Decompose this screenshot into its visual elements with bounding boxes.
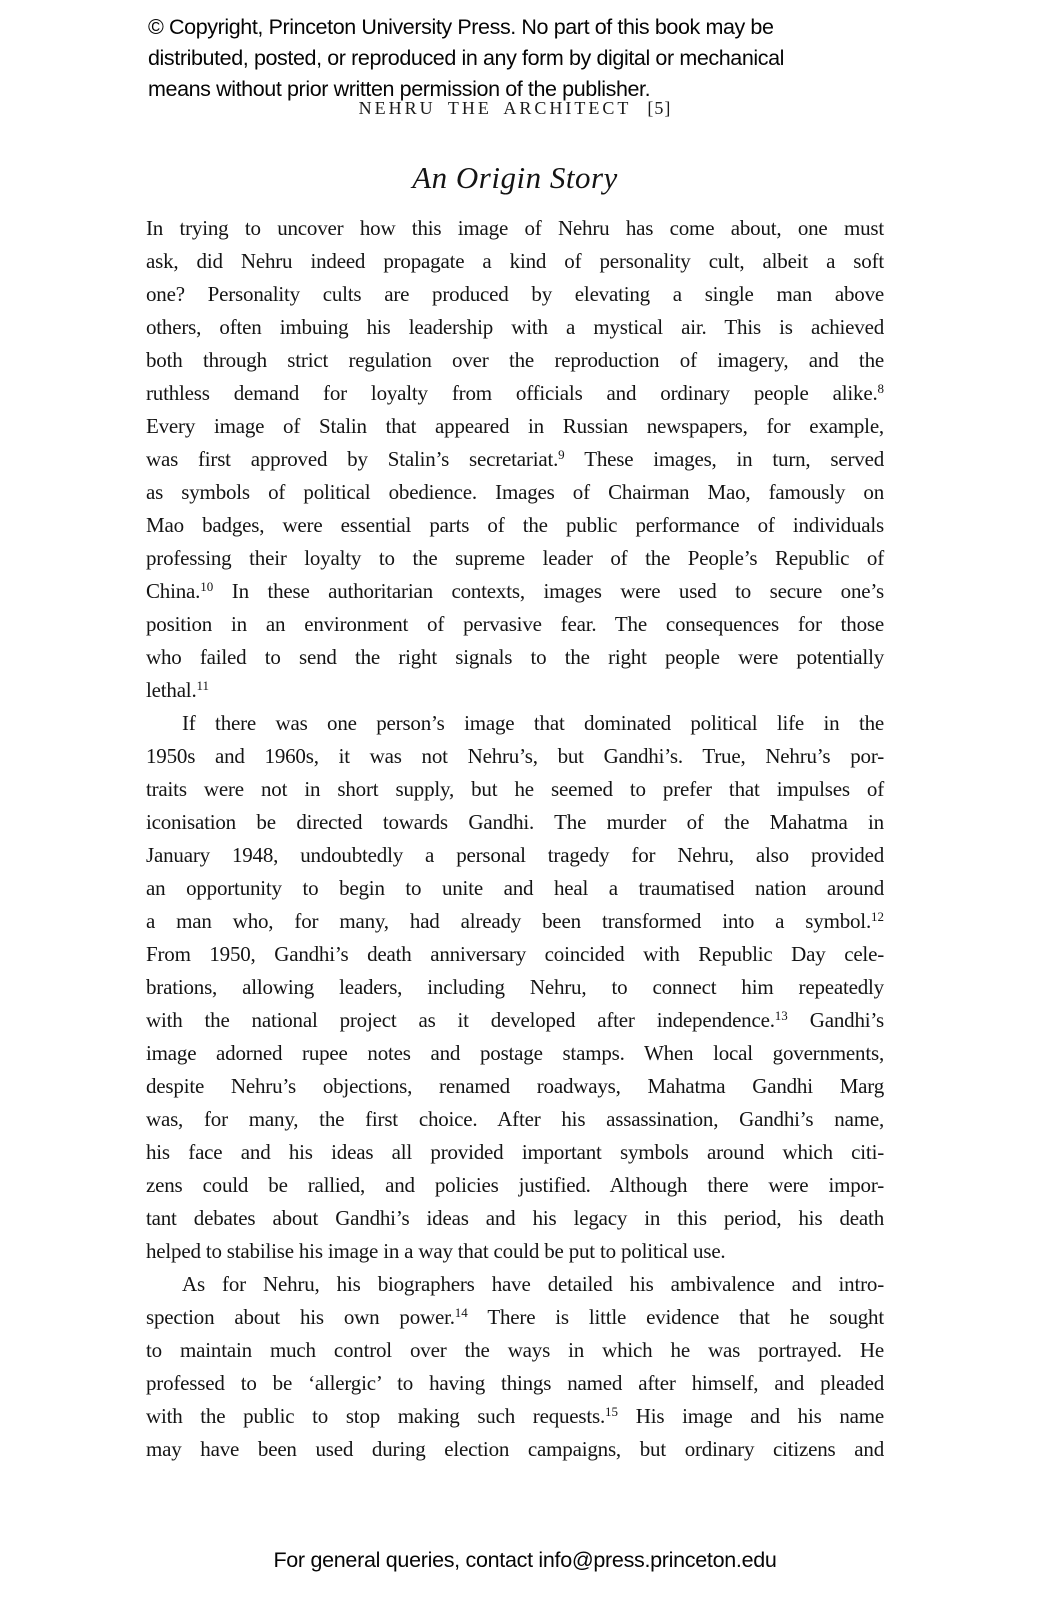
paragraph xyxy=(146,212,884,707)
text-line: was first approved by Stalin’s secretariat.$^9$ These images, in turn, served xyxy=(146,447,884,471)
footnote-ref: 15 xyxy=(605,1404,619,1419)
text-line: ask, did Nehru indeed propagate a kind of personality cult, albeit a soft xyxy=(146,249,884,273)
text-line: China.$^{10}$ In these authoritarian contexts, images were used to secure one’s xyxy=(146,579,884,603)
text-line: a man who, for many, had already been transformed into a symbol.$^{12}$ xyxy=(146,909,884,933)
copyright-notice xyxy=(148,12,908,105)
text-line: as symbols of political obedience. Images of Chairman Mao, famously on xyxy=(146,480,884,504)
text-line: traits were not in short supply, but he seemed to prefer that impulses of xyxy=(146,777,884,801)
text-line: 1950s and 1960s, it was not Nehru’s, but Gandhi’s. True, Nehru’s por- xyxy=(146,744,884,768)
paragraph xyxy=(146,1268,884,1466)
section-title: An Origin Story xyxy=(412,160,618,195)
text-line: brations, allowing leaders, including Nehru, to connect him repeatedly xyxy=(146,975,884,999)
text-line: ruthless demand for loyalty from officials and ordinary people alike.$^8$ xyxy=(146,381,884,405)
body-text xyxy=(146,212,884,1466)
text-line: image adorned rupee notes and postage stamps. When local governments, xyxy=(146,1041,884,1065)
text-line: Every image of Stalin that appeared in Russian newspapers, for example, xyxy=(146,414,884,438)
footnote-ref: 12 xyxy=(871,909,884,924)
text-line: professed to be ‘allergic’ to having things named after himself, and pleaded xyxy=(146,1371,884,1395)
running-head xyxy=(146,98,884,119)
footnote-ref: 10 xyxy=(200,579,214,594)
text-line: tant debates about Gandhi’s ideas and his legacy in this period, his death xyxy=(146,1206,884,1230)
footnote-ref: 13 xyxy=(774,1008,788,1023)
text-line: one? Personality cults are produced by elevating a single man above xyxy=(146,282,884,306)
text-line: both through strict regulation over the reproduction of imagery, and the xyxy=(146,348,884,372)
text-line: was, for many, the first choice. After his assassination, Gandhi’s name, xyxy=(146,1107,884,1131)
footer-queries-line: For general queries, contact info@press.princeton.edu xyxy=(273,1548,777,1572)
text-line: As for Nehru, his biographers have detailed his ambivalence and intro- xyxy=(182,1272,884,1296)
footnote-ref: 11 xyxy=(196,678,210,693)
text-line: spection about his own power.$^{14}$ There is little evidence that he sought xyxy=(146,1305,884,1329)
copyright-line-1: © Copyright, Princeton University Press. No part of this book may be xyxy=(148,15,774,39)
footnote-ref: 14 xyxy=(454,1305,468,1320)
text-line: lethal.$^{11}$ xyxy=(146,678,210,702)
text-line: with the national project as it developed after independence.$^{13}$ Gandhi’s xyxy=(146,1008,884,1032)
text-line: to maintain much control over the ways in which he was portrayed. He xyxy=(146,1338,884,1362)
paragraph xyxy=(146,707,884,1268)
text-line: In trying to uncover how this image of Nehru has come about, one must xyxy=(146,216,884,240)
copyright-line-3: means without prior written permission of the publisher. xyxy=(148,77,651,101)
text-line: zens could be rallied, and policies justified. Although there were impor- xyxy=(146,1173,884,1197)
text-line: If there was one person’s image that dominated political life in the xyxy=(182,711,884,735)
text-line: an opportunity to begin to unite and heal a traumatised nation around xyxy=(146,876,884,900)
text-line: despite Nehru’s objections, renamed roadways, Mahatma Gandhi Marg xyxy=(146,1074,884,1098)
text-line: position in an environment of pervasive fear. The consequences for those xyxy=(146,612,884,636)
page-number: [5] xyxy=(647,98,672,118)
text-line: helped to stabilise his image in a way that could be put to political use. xyxy=(146,1239,726,1263)
text-line: iconisation be directed towards Gandhi. The murder of the Mahatma in xyxy=(146,810,884,834)
footnote-ref: 8 xyxy=(877,381,884,396)
text-line: January 1948, undoubtedly a personal tragedy for Nehru, also provided xyxy=(146,843,884,867)
text-line: his face and his ideas all provided important symbols around which citi- xyxy=(146,1140,884,1164)
text-line: professing their loyalty to the supreme leader of the People’s Republic of xyxy=(146,546,884,570)
text-line: From 1950, Gandhi’s death anniversary coincided with Republic Day cele- xyxy=(146,942,884,966)
text-line: others, often imbuing his leadership with a mystical air. This is achieved xyxy=(146,315,884,339)
footnote-ref: 9 xyxy=(558,447,565,462)
text-line: with the public to stop making such requests.$^{15}$ His image and his name xyxy=(146,1404,884,1428)
text-line: may have been used during election campaigns, but ordinary citizens and xyxy=(146,1437,884,1461)
text-line: who failed to send the right signals to the right people were potentially xyxy=(146,645,884,669)
text-line: Mao badges, were essential parts of the public performance of individuals xyxy=(146,513,884,537)
running-head-title: NEHRU THE ARCHITECT xyxy=(358,98,632,118)
copyright-line-2: distributed, posted, or reproduced in any form by digital or mechanical xyxy=(148,46,785,70)
